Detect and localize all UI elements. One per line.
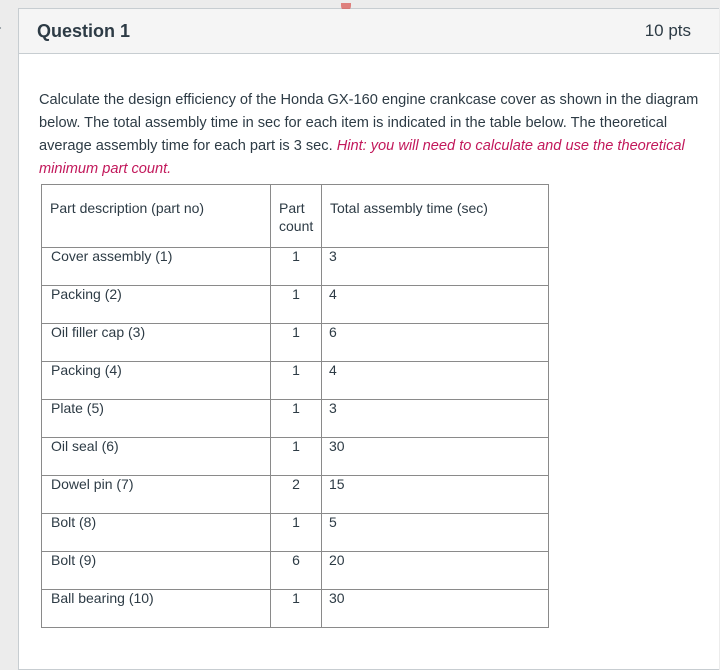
part-description-cell: Packing (4) [42,362,271,400]
part-count-cell: 1 [271,438,322,476]
assembly-time-cell: 3 [322,248,549,286]
header-time: Total assembly time (sec) [322,185,549,248]
part-description-cell: Dowel pin (7) [42,476,271,514]
table-row [42,552,549,590]
question-header [19,9,719,54]
header-description: Part description (part no) [42,185,271,248]
part-count-cell: 2 [271,476,322,514]
assembly-time-cell: 5 [322,514,549,552]
assembly-time-cell: 20 [322,552,549,590]
question-hint: Hint: you will need to calculate and use the theoretical minimum part count. [39,138,685,177]
table-row [42,476,549,514]
part-description-cell: Plate (5) [42,400,271,438]
table-row [42,362,549,400]
part-description-cell: Cover assembly (1) [42,248,271,286]
part-description-cell: Bolt (8) [42,514,271,552]
assembly-time-cell: 4 [322,286,549,324]
header-count: Part count [271,185,322,248]
assembly-time-cell: 6 [322,324,549,362]
part-description-cell: Oil filler cap (3) [42,324,271,362]
table-row [42,248,549,286]
table-row [42,400,549,438]
assembly-time-cell: 30 [322,438,549,476]
part-description-cell: Ball bearing (10) [42,590,271,628]
part-count-cell: 1 [271,400,322,438]
part-description-cell: Oil seal (6) [42,438,271,476]
parts-table [41,184,549,628]
table-header-row [42,185,549,248]
assembly-time-cell: 30 [322,590,549,628]
part-count-cell: 1 [271,514,322,552]
assembly-time-cell: 15 [322,476,549,514]
part-description-cell: Packing (2) [42,286,271,324]
part-description-cell: Bolt (9) [42,552,271,590]
question-points: 10 pts [644,21,691,40]
chevron-right-icon[interactable] [0,21,4,35]
part-count-cell: 1 [271,286,322,324]
table-row [42,590,549,628]
table-row [42,514,549,552]
question-card [18,8,719,670]
part-count-cell: 1 [271,248,322,286]
assembly-time-cell: 3 [322,400,549,438]
table-body [42,248,549,628]
question-title: Question 1 [37,21,131,41]
assembly-time-cell: 4 [322,362,549,400]
part-count-cell: 1 [271,324,322,362]
question-text [39,89,699,181]
table-row [42,286,549,324]
part-count-cell: 1 [271,362,322,400]
table-row [42,438,549,476]
part-count-cell: 1 [271,590,322,628]
table-row [42,324,549,362]
question-body: Calculate the design efficiency of the Honda GX-160 engine crankcase cover as shown in the diagram below. The total assembly time in sec for each item is indicated in the table below. The theoretical average assembly time for each part is 3 sec. [39,92,699,154]
part-count-cell: 6 [271,552,322,590]
